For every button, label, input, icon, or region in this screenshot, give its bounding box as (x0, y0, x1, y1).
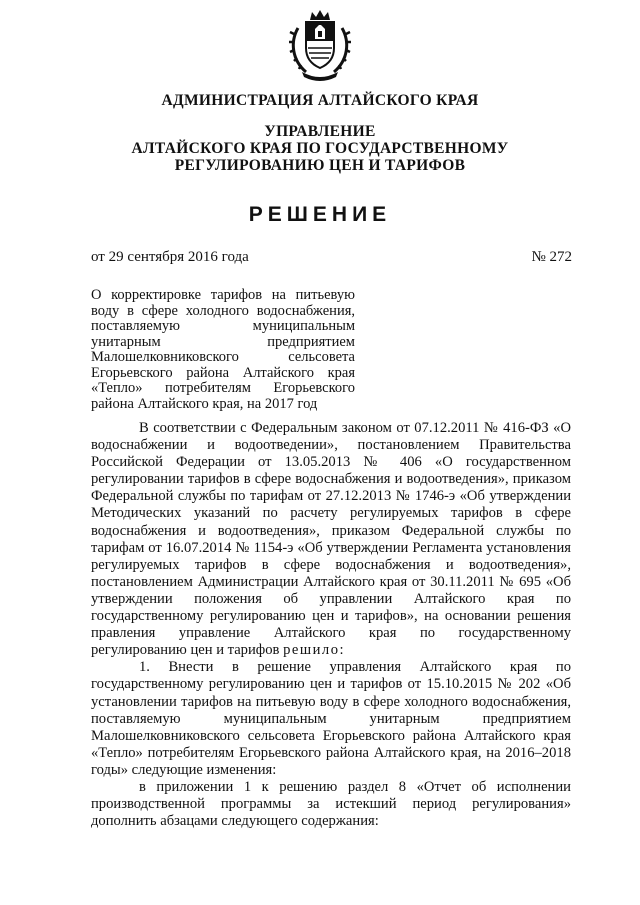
department-title-line: УПРАВЛЕНИЕ (264, 123, 376, 140)
item-1-paragraph: 1. Внести в решение управления Алтайского края по государственному регулированию цен и тарифов от 15.10.2015 № 202 «Об установлении тарифов на питьевую воду в сфере холодного водоснабжения, поставляемую муниципальным унитарным предприятием Малошелковниковского сельсовета Егорьевского района Алтайского края «Тепло» потребителям Егорьевского района Алтайского края, на 2016–2018 годы» следующие изменения: (91, 659, 571, 778)
document-date: от 29 сентября 2016 года (91, 249, 249, 265)
document-body (91, 420, 571, 830)
altai-coat-of-arms-icon (288, 8, 352, 82)
item-1-sub-paragraph: в приложении 1 к решению раздел 8 «Отчет об исполнении производственной программы за истекший период регулирования» дополнить абзацами следующего содержания: (91, 778, 571, 830)
department-title-line: АЛТАЙСКОГО КРАЯ ПО ГОСУДАРСТВЕННОМУ (131, 140, 509, 157)
document-subject: О корректировке тарифов на питьевую воду в сфере холодного водоснабжения, поставляемую муниципальным унитарным предприятием Малошелковниковского сельсовета Егорьевского района Алтайского края «Тепло» потребителям Егорьевского района Алтайского края, на 2017 год (91, 287, 355, 412)
administration-title: АДМИНИСТРАЦИЯ АЛТАЙСКОГО КРАЯ (161, 92, 479, 109)
department-title-line: РЕГУЛИРОВАНИЮ ЦЕН И ТАРИФОВ (174, 157, 466, 174)
document-type-heading: РЕШЕНИЕ (248, 203, 392, 226)
decided-colon: : (339, 642, 344, 659)
decided-word: решило (283, 642, 340, 659)
department-title (0, 123, 640, 174)
document-number: № 272 (531, 249, 572, 265)
preamble-text: В соответствии с Федеральным законом от 07.12.2011 № 416-ФЗ «О водоснабжении и водоотведении», постановлением Правительства Российской Федерации от 13.05.2013 № 406 «О государственном регулировании тарифов в сфере водоснабжения и водоотведения», приказом Федеральной службы по тарифам от 27.12.2013 № 1746-э «Об утверждении Методических указаний по расчету регулируемых тарифов в сфере водоснабжения и водоотведения», приказом Федеральной службы по тарифам от 16.07.2014 № 1154-э «Об утверждении Регламента установления регулируемых тарифов в сфере водоснабжения и водоотведения», постановлением Администрации Алтайского края от 30.11.2011 № 695 «Об утверждении положения об управлении Алтайского края по государственному регулированию цен и тарифов», на основании решения правления управление Алтайского края по государственному регулированию цен и тарифов (91, 420, 571, 659)
preamble-paragraph (91, 420, 571, 659)
